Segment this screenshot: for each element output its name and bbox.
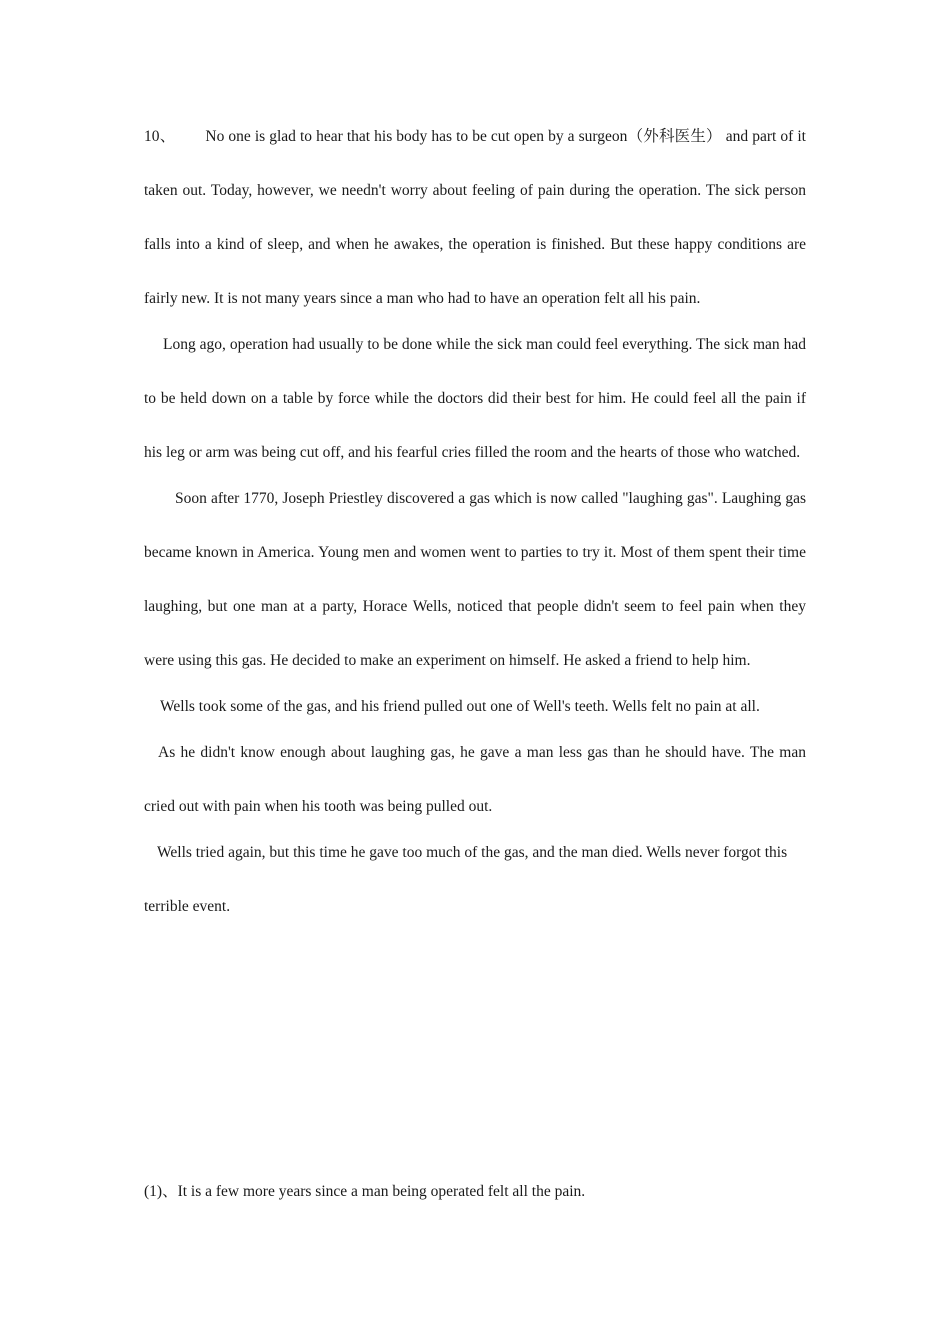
paragraph-6: Wells tried again, but this time he gave too much of the gas, and the man died. Wells never forgot this terrible event.: [144, 844, 788, 915]
paragraph-1: [144, 110, 806, 326]
paragraph-4: Wells took some of the gas, and his friend pulled out one of Well's teeth. Wells felt no pain at all.: [160, 698, 760, 715]
paragraph-1-text: No one is glad to hear that his body has to be cut open by a surgeon（外科医生） and part of it taken out. Today, however, we needn't worry about feeling of pain during the operation. The sick person falls into a kind of sleep, and when he awakes, the operation is finished. But these happy conditions are fairly new. It is not many years since a man who had to have an operation felt all his pain.: [144, 128, 806, 307]
question-1: [144, 1174, 585, 1210]
reading-passage: [144, 110, 806, 934]
paragraph-2: Long ago, operation had usually to be done while the sick man could feel everything. The sick man had to be held down on a table by force while the doctors did their best for him. He could feel all the pain if his leg or arm was being cut off, and his fearful cries filled the room and the hearts of those who watched.: [144, 336, 806, 461]
paragraph-3: Soon after 1770, Joseph Priestley discovered a gas which is now called "laughing gas". Laughing gas became known in America. Young men and women went to parties to try it. Most of them spent their time laughing, but one man at a party, Horace Wells, noticed that people didn't seem to feel pain when they were using this gas. He decided to make an experiment on himself. He asked a friend to help him.: [144, 490, 806, 669]
question-1-label: (1)、: [144, 1183, 178, 1200]
paragraph-5: As he didn't know enough about laughing gas, he gave a man less gas than he should have. The man cried out with pain when his tooth was being pulled out.: [144, 744, 806, 815]
question-1-text: It is a few more years since a man being operated felt all the pain.: [177, 1183, 586, 1200]
passage-number: 10、: [144, 128, 176, 145]
